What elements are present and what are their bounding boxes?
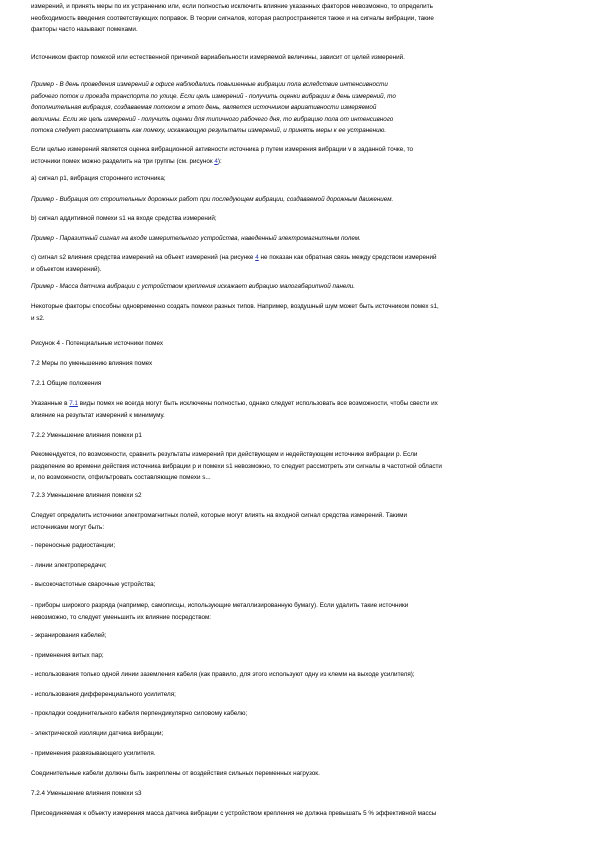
- text-line: 7.2.2 Уменьшение влияния помехи р1: [31, 432, 142, 439]
- text-line: Пример - Масса датчика вибрации с устройством крепления искажает вибрацию малогабаритной панели.: [31, 283, 356, 290]
- group-a-item: [31, 173, 563, 185]
- text-line: 7.2 Меры по уменьшению влияния помех: [31, 360, 153, 367]
- text-line: - высокочастотные сварочные устройства;: [31, 581, 156, 588]
- noise-definition-paragraph: [31, 52, 563, 64]
- list-item: [31, 650, 563, 662]
- text-line: дополнительная вибрация, создаваемая потоком в этот день, является источником вариативности измеряемой: [31, 104, 377, 112]
- list-item: [31, 540, 563, 552]
- text-line: - прокладки соединительного кабеля перпендикулярно силовому кабелю;: [31, 710, 248, 717]
- text-line: величины. Если же цель измерений - получить оценки для типичного рабочего дня, то вибрацию пола от интенсивного: [31, 115, 394, 123]
- list-item: [31, 708, 563, 720]
- list-item: [31, 560, 563, 572]
- text-line: Следует определить источники электромагнитных полей, которые могут влиять на входной сигнал средства измерений. Такими: [31, 512, 407, 519]
- text-segment: ):: [217, 157, 222, 165]
- text-line: - применения развязывающего усилителя.: [31, 750, 156, 757]
- text-line: [31, 398, 563, 410]
- em-sources-paragraph: [31, 510, 563, 533]
- text-line: невозможно, то следует уменьшить их влияние посредством:: [31, 613, 212, 621]
- text-line: Источником фактор помехой или естественной причиной вариабельности измеряемой величины, зависит от целей измерений.: [31, 54, 405, 61]
- text-line: и, по возможности, отфильтровать составляющие помехи s...: [31, 474, 211, 482]
- list-item: [31, 728, 563, 740]
- text-line: - линии электропередачи;: [31, 562, 107, 569]
- text-line: источниками могут быть:: [31, 523, 105, 531]
- list-item: [31, 579, 563, 591]
- text-segment: источники помех можно разделить на три группы (см. рисунок: [31, 157, 215, 165]
- section-7-2-heading: [31, 358, 563, 370]
- example-office-vibration: [31, 79, 563, 137]
- text-line: Присоединяемая к объекту измерения масса датчика вибрации с устройством крепления не должна превышать 5 % эффективной массы: [31, 810, 437, 817]
- text-line: [31, 252, 563, 264]
- text-line: - экранирования кабелей;: [31, 632, 107, 639]
- text-line: потока следует рассматривать как помеху, искажающую результаты измерений, и принять меры к ее устранению.: [31, 127, 387, 135]
- text-line: Рисунок 4 - Потенциальные источники помех: [31, 340, 164, 347]
- list-item: [31, 689, 563, 701]
- text-line: - использования дифференциального усилителя;: [31, 691, 176, 698]
- text-line: Соединительные кабели должны быть закреплены от воздействия сильных переменных нагрузок.: [31, 770, 320, 777]
- example-road-works: [31, 194, 563, 206]
- group-b-item: [31, 213, 563, 225]
- text-line: b) сигнал аддитивной помехи s1 на входе средства измерений;: [31, 215, 217, 222]
- list-item: [31, 630, 563, 642]
- text-line: Пример - Вибрация от строительных дорожных работ при последующем вибрации, создаваемой дорожным движением.: [31, 196, 394, 203]
- text-line: Некоторые факторы способны одновременно создать помехи разных типов. Например, воздушный шум может быть источником помех s1,: [31, 303, 439, 310]
- text-segment: виды помех не всегда могут быть исключены полностью, однако следует использовать все возможности, чтобы свести их: [78, 400, 438, 407]
- text-line: Если целью измерений является оценка вибрационной активности источника р путем измерения вибрации v в заданной точке, то: [31, 146, 414, 153]
- section-7-1-link[interactable]: 7.1: [69, 400, 79, 407]
- text-line: - приборы широкого разряда (например, самописцы, использующие металлизированную бумагу). Если удалить такие источники: [31, 602, 409, 609]
- discharge-devices-paragraph: [31, 600, 563, 623]
- figure-4-caption: [31, 338, 563, 350]
- text-line: - переносные радиостанции;: [31, 542, 116, 549]
- sensor-mass-paragraph: [31, 808, 563, 820]
- text-line: измерений, и принять меры по их устранению или, если полностью исключить влияние указанных факторов невозможно, то определить: [31, 3, 433, 10]
- list-item: [31, 748, 563, 760]
- example-parasitic-signal: [31, 233, 563, 245]
- text-line: разделение во времени действия источника вибрации р и помехи s1 невозможно, то следует рассмотреть эти сигналы в частотной области: [31, 462, 442, 470]
- text-line: 7.2.3 Уменьшение влияния помехи s2: [31, 492, 142, 499]
- p1-reduction-paragraph: [31, 449, 563, 484]
- figure-4-link[interactable]: 4: [255, 254, 259, 261]
- text-line: влияние на результат измерений к минимуму.: [31, 411, 165, 419]
- text-line: - электрической изоляции датчика вибрации;: [31, 730, 164, 737]
- text-line: необходимость введения соответствующих поправок. В теории сигналов, которая распространяется также и на сигналы вибрации, такие: [31, 14, 434, 22]
- section-7-2-1-heading: [31, 378, 563, 390]
- text-line: 7.2.4 Уменьшение влияния помехи s3: [31, 790, 142, 797]
- text-segment: Указанные в: [31, 400, 70, 407]
- section-7-2-4-heading: [31, 788, 563, 800]
- intro-paragraph: [31, 1, 563, 36]
- text-segment: c) сигнал s2 влияния средства измерений на объект измерений (на рисунке: [31, 254, 256, 261]
- text-line: факторы часто называют помехами.: [31, 26, 138, 34]
- text-line: и s2.: [31, 314, 45, 322]
- text-segment: не показан как обратная связь между средством измерений: [258, 254, 437, 261]
- text-line: Пример - Паразитный сигнал на входе измерительного устройства, наведенный электромагнитным полем.: [31, 235, 361, 242]
- combined-noise-paragraph: [31, 301, 563, 324]
- figure-4-link[interactable]: 4: [214, 157, 218, 165]
- list-item: [31, 669, 563, 681]
- group-c-item: [31, 252, 563, 275]
- text-line: Пример - В день проведения измерений в офисе наблюдались повышенные вибрации пола вследствие интенсивности: [31, 81, 388, 88]
- text-line: - использования только одной линии заземления кабеля (как правило, для этого используют одну из клемм на выходе усилителя);: [31, 671, 415, 678]
- text-line: Рекомендуется, по возможности, сравнить результаты измерений при действующем и недействующем источнике вибрации р. Если: [31, 451, 418, 458]
- section-7-2-3-heading: [31, 490, 563, 502]
- section-7-2-2-heading: [31, 430, 563, 442]
- general-provisions-paragraph: [31, 398, 563, 421]
- noise-groups-paragraph: [31, 144, 563, 167]
- text-line: [31, 156, 563, 168]
- text-line: - применения витых пар;: [31, 652, 104, 659]
- text-line: и объектом измерений).: [31, 265, 102, 273]
- text-line: а) сигнал р1, вибрация стороннего источника;: [31, 175, 166, 182]
- text-line: 7.2.1 Общие положения: [31, 380, 102, 387]
- cable-fixing-paragraph: [31, 768, 563, 780]
- example-sensor-mass: [31, 281, 563, 293]
- text-line: рабочего поток и проезда транспорта по улице. Если цель измерений - получить оценки вибрации в день измерений, то: [31, 92, 396, 100]
